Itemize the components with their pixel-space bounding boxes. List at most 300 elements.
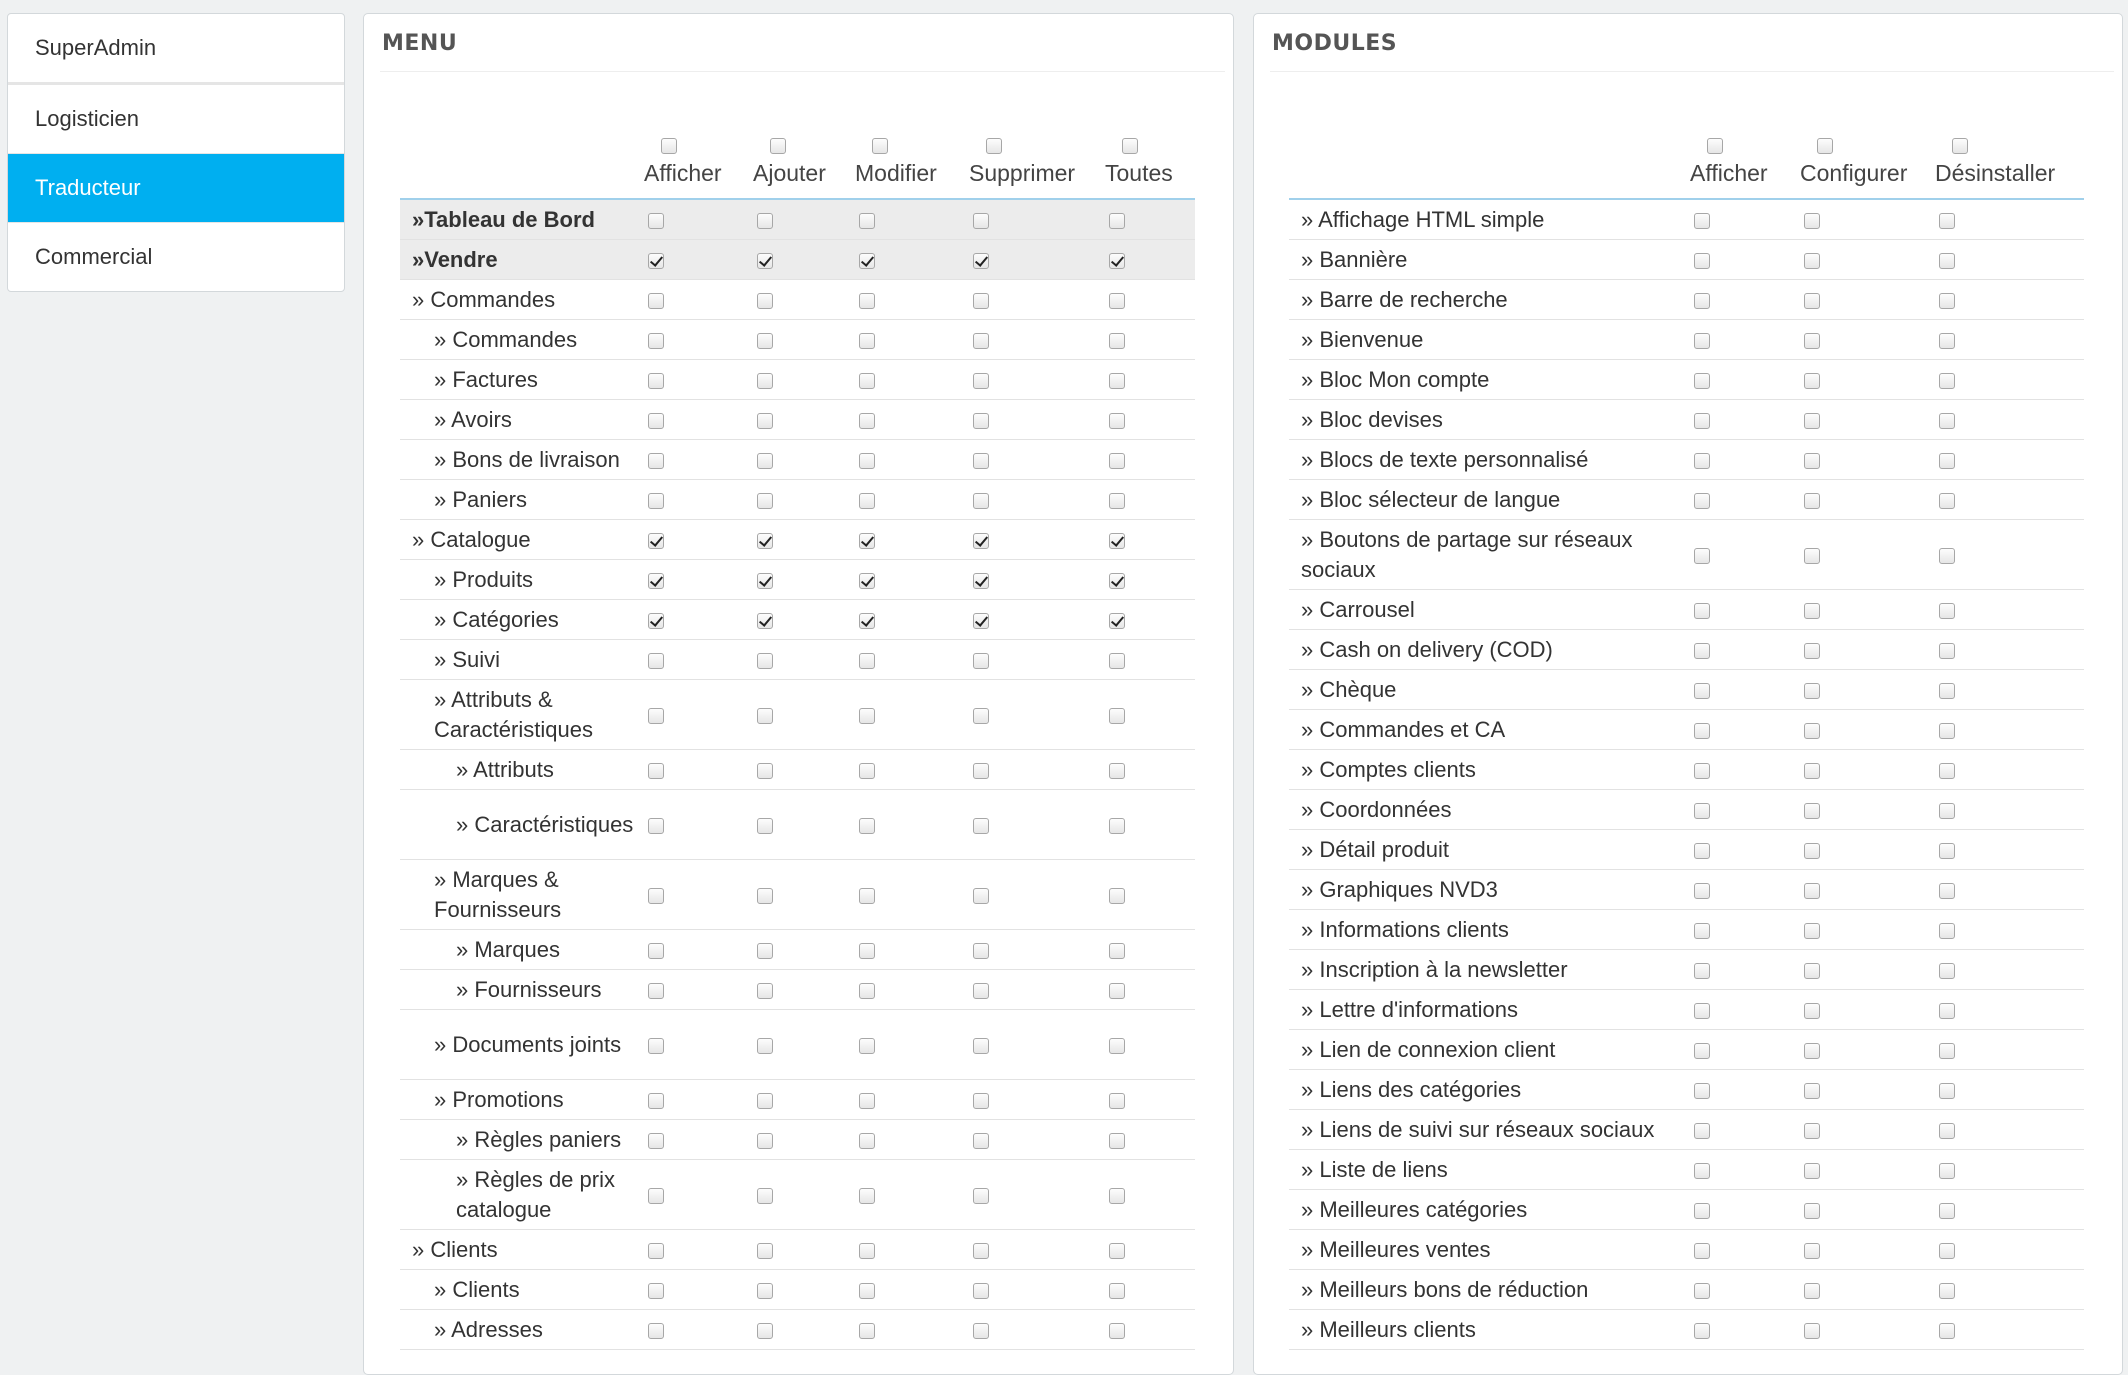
menu-afficher-checkbox[interactable] (648, 453, 664, 469)
modules-configurer-checkbox[interactable] (1804, 643, 1820, 659)
modules-cell (1935, 280, 2084, 320)
menu-toutes-checkbox[interactable] (1109, 573, 1125, 589)
menu-cell (644, 199, 753, 240)
menu-modifier-checkbox[interactable] (859, 333, 875, 349)
modules-afficher-checkbox[interactable] (1694, 333, 1710, 349)
modules-desinstaller-checkbox[interactable] (1939, 453, 1955, 469)
menu-ajouter-checkbox[interactable] (757, 253, 773, 269)
modules-cell (1935, 240, 2084, 280)
menu-cell (855, 930, 969, 970)
menu-ajouter-checkbox[interactable] (757, 453, 773, 469)
menu-panel-title: MENU (380, 14, 1225, 72)
modules-afficher-checkbox[interactable] (1694, 1043, 1710, 1059)
modules-row (1289, 670, 2084, 710)
modules-cell (1800, 480, 1935, 520)
modules-configurer-checkbox[interactable] (1804, 603, 1820, 619)
menu-modifier-checkbox[interactable] (859, 213, 875, 229)
menu-cell (969, 860, 1105, 930)
modules-desinstaller-checkbox[interactable] (1939, 923, 1955, 939)
menu-toutes-checkbox[interactable] (1109, 1093, 1125, 1109)
menu-row-label: » Clients (400, 1230, 644, 1270)
modules-desinstaller-checkbox[interactable] (1939, 413, 1955, 429)
modules-row-label: » Inscription à la newsletter (1289, 950, 1690, 990)
menu-ajouter-checkbox[interactable] (757, 1188, 773, 1204)
modules-select-all-configurer-checkbox[interactable] (1817, 138, 1833, 154)
modules-desinstaller-checkbox[interactable] (1939, 843, 1955, 859)
modules-row-label: » Comptes clients (1289, 750, 1690, 790)
menu-cell (753, 860, 855, 930)
menu-cell (855, 1010, 969, 1080)
sidebar-item-superadmin[interactable]: SuperAdmin (8, 14, 344, 85)
menu-toutes-checkbox[interactable] (1109, 493, 1125, 509)
menu-ajouter-checkbox[interactable] (757, 763, 773, 779)
menu-toutes-checkbox[interactable] (1109, 533, 1125, 549)
menu-ajouter-checkbox[interactable] (757, 888, 773, 904)
menu-select-all-afficher-checkbox[interactable] (661, 138, 677, 154)
menu-col-afficher (644, 112, 753, 199)
modules-afficher-checkbox[interactable] (1694, 1123, 1710, 1139)
menu-afficher-checkbox[interactable] (648, 1133, 664, 1149)
modules-row-label: » Blocs de texte personnalisé (1289, 440, 1690, 480)
menu-cell (969, 1230, 1105, 1270)
modules-row-label: » Coordonnées (1289, 790, 1690, 830)
menu-afficher-checkbox[interactable] (648, 1093, 664, 1109)
menu-toutes-checkbox[interactable] (1109, 763, 1125, 779)
menu-cell (1105, 400, 1195, 440)
modules-desinstaller-checkbox[interactable] (1939, 1163, 1955, 1179)
menu-col-label: Supprimer (969, 160, 1076, 186)
menu-supprimer-checkbox[interactable] (973, 763, 989, 779)
menu-afficher-checkbox[interactable] (648, 413, 664, 429)
menu-toutes-checkbox[interactable] (1109, 708, 1125, 724)
modules-desinstaller-checkbox[interactable] (1939, 333, 1955, 349)
menu-ajouter-checkbox[interactable] (757, 293, 773, 309)
menu-cell (1105, 240, 1195, 280)
menu-supprimer-checkbox[interactable] (973, 333, 989, 349)
menu-cell (1105, 1120, 1195, 1160)
menu-cell (753, 600, 855, 640)
menu-row (400, 440, 1195, 480)
modules-afficher-checkbox[interactable] (1694, 683, 1710, 699)
menu-cell (1105, 1160, 1195, 1230)
menu-supprimer-checkbox[interactable] (973, 453, 989, 469)
menu-row-label: » Suivi (400, 640, 644, 680)
menu-ajouter-checkbox[interactable] (757, 213, 773, 229)
menu-modifier-checkbox[interactable] (859, 573, 875, 589)
modules-configurer-checkbox[interactable] (1804, 1083, 1820, 1099)
menu-modifier-checkbox[interactable] (859, 763, 875, 779)
modules-configurer-checkbox[interactable] (1804, 883, 1820, 899)
modules-desinstaller-checkbox[interactable] (1939, 603, 1955, 619)
menu-modifier-checkbox[interactable] (859, 1188, 875, 1204)
modules-configurer-checkbox[interactable] (1804, 333, 1820, 349)
modules-row (1289, 710, 2084, 750)
menu-afficher-checkbox[interactable] (648, 1188, 664, 1204)
modules-configurer-checkbox[interactable] (1804, 963, 1820, 979)
menu-modifier-checkbox[interactable] (859, 1283, 875, 1299)
menu-afficher-checkbox[interactable] (648, 1283, 664, 1299)
modules-cell (1935, 1110, 2084, 1150)
menu-ajouter-checkbox[interactable] (757, 943, 773, 959)
menu-toutes-checkbox[interactable] (1109, 333, 1125, 349)
modules-cell (1690, 830, 1800, 870)
menu-toutes-checkbox[interactable] (1109, 293, 1125, 309)
menu-ajouter-checkbox[interactable] (757, 818, 773, 834)
modules-cell (1800, 950, 1935, 990)
menu-ajouter-checkbox[interactable] (757, 333, 773, 349)
menu-cell (644, 1230, 753, 1270)
modules-cell (1935, 630, 2084, 670)
menu-supprimer-checkbox[interactable] (973, 1283, 989, 1299)
menu-cell (753, 360, 855, 400)
modules-afficher-checkbox[interactable] (1694, 548, 1710, 564)
menu-supprimer-checkbox[interactable] (973, 573, 989, 589)
modules-desinstaller-checkbox[interactable] (1939, 1243, 1955, 1259)
modules-afficher-checkbox[interactable] (1694, 963, 1710, 979)
modules-configurer-checkbox[interactable] (1804, 1283, 1820, 1299)
menu-cell (753, 640, 855, 680)
modules-afficher-checkbox[interactable] (1694, 1243, 1710, 1259)
menu-ajouter-checkbox[interactable] (757, 1243, 773, 1259)
menu-supprimer-checkbox[interactable] (973, 1188, 989, 1204)
menu-modifier-checkbox[interactable] (859, 493, 875, 509)
modules-configurer-checkbox[interactable] (1804, 683, 1820, 699)
menu-supprimer-checkbox[interactable] (973, 253, 989, 269)
menu-toutes-checkbox[interactable] (1109, 613, 1125, 629)
modules-row (1289, 1190, 2084, 1230)
modules-configurer-checkbox[interactable] (1804, 1243, 1820, 1259)
modules-desinstaller-checkbox[interactable] (1939, 803, 1955, 819)
menu-row-label: » Catalogue (400, 520, 644, 560)
menu-afficher-checkbox[interactable] (648, 888, 664, 904)
menu-modifier-checkbox[interactable] (859, 413, 875, 429)
modules-desinstaller-checkbox[interactable] (1939, 1043, 1955, 1059)
menu-cell (753, 930, 855, 970)
menu-ajouter-checkbox[interactable] (757, 613, 773, 629)
menu-ajouter-checkbox[interactable] (757, 1133, 773, 1149)
modules-cell (1690, 1030, 1800, 1070)
modules-cell (1690, 1150, 1800, 1190)
modules-afficher-checkbox[interactable] (1694, 1163, 1710, 1179)
menu-toutes-checkbox[interactable] (1109, 213, 1125, 229)
modules-afficher-checkbox[interactable] (1694, 213, 1710, 229)
modules-configurer-checkbox[interactable] (1804, 548, 1820, 564)
menu-afficher-checkbox[interactable] (648, 533, 664, 549)
sidebar-item-commercial[interactable]: Commercial (35, 244, 153, 269)
modules-afficher-checkbox[interactable] (1694, 493, 1710, 509)
modules-afficher-checkbox[interactable] (1694, 763, 1710, 779)
menu-cell (855, 1270, 969, 1310)
menu-ajouter-checkbox[interactable] (757, 1283, 773, 1299)
menu-modifier-checkbox[interactable] (859, 983, 875, 999)
menu-afficher-checkbox[interactable] (648, 653, 664, 669)
modules-afficher-checkbox[interactable] (1694, 643, 1710, 659)
modules-row-label: » Liens de suivi sur réseaux sociaux (1289, 1110, 1690, 1150)
menu-supprimer-checkbox[interactable] (973, 613, 989, 629)
menu-modifier-checkbox[interactable] (859, 453, 875, 469)
menu-ajouter-checkbox[interactable] (757, 533, 773, 549)
modules-row (1289, 1270, 2084, 1310)
menu-select-all-supprimer-checkbox[interactable] (986, 138, 1002, 154)
modules-configurer-checkbox[interactable] (1804, 373, 1820, 389)
menu-afficher-checkbox[interactable] (648, 253, 664, 269)
menu-select-all-modifier-checkbox[interactable] (872, 138, 888, 154)
modules-afficher-checkbox[interactable] (1694, 373, 1710, 389)
modules-desinstaller-checkbox[interactable] (1939, 293, 1955, 309)
menu-supprimer-checkbox[interactable] (973, 708, 989, 724)
menu-cell (644, 1080, 753, 1120)
menu-afficher-checkbox[interactable] (648, 613, 664, 629)
modules-desinstaller-checkbox[interactable] (1939, 763, 1955, 779)
menu-afficher-checkbox[interactable] (648, 983, 664, 999)
modules-row (1289, 790, 2084, 830)
menu-cell (753, 240, 855, 280)
menu-modifier-checkbox[interactable] (859, 818, 875, 834)
menu-ajouter-checkbox[interactable] (757, 1323, 773, 1339)
menu-toutes-checkbox[interactable] (1109, 253, 1125, 269)
menu-cell (969, 680, 1105, 750)
menu-cell (969, 1160, 1105, 1230)
modules-afficher-checkbox[interactable] (1694, 883, 1710, 899)
modules-cell (1800, 320, 1935, 360)
modules-cell (1800, 1030, 1935, 1070)
sidebar-item-logisticien[interactable]: Logisticien (8, 85, 344, 154)
menu-afficher-checkbox[interactable] (648, 818, 664, 834)
modules-desinstaller-checkbox[interactable] (1939, 493, 1955, 509)
menu-toutes-checkbox[interactable] (1109, 888, 1125, 904)
menu-supprimer-checkbox[interactable] (973, 533, 989, 549)
menu-afficher-checkbox[interactable] (648, 333, 664, 349)
modules-afficher-checkbox[interactable] (1694, 1003, 1710, 1019)
menu-toutes-checkbox[interactable] (1109, 1283, 1125, 1299)
modules-desinstaller-checkbox[interactable] (1939, 883, 1955, 899)
modules-afficher-checkbox[interactable] (1694, 453, 1710, 469)
menu-toutes-checkbox[interactable] (1109, 818, 1125, 834)
menu-cell (644, 480, 753, 520)
menu-supprimer-checkbox[interactable] (973, 493, 989, 509)
modules-desinstaller-checkbox[interactable] (1939, 373, 1955, 389)
menu-afficher-checkbox[interactable] (648, 213, 664, 229)
menu-cell (855, 199, 969, 240)
modules-cell (1800, 1230, 1935, 1270)
menu-supprimer-checkbox[interactable] (973, 653, 989, 669)
menu-modifier-checkbox[interactable] (859, 888, 875, 904)
menu-cell (644, 790, 753, 860)
modules-cell (1800, 590, 1935, 630)
menu-cell (855, 750, 969, 790)
modules-select-all-afficher-checkbox[interactable] (1707, 138, 1723, 154)
modules-select-all-desinstaller-checkbox[interactable] (1952, 138, 1968, 154)
modules-cell (1690, 199, 1800, 240)
modules-desinstaller-checkbox[interactable] (1939, 1323, 1955, 1339)
modules-afficher-checkbox[interactable] (1694, 1283, 1710, 1299)
menu-ajouter-checkbox[interactable] (757, 653, 773, 669)
menu-modifier-checkbox[interactable] (859, 1093, 875, 1109)
menu-afficher-checkbox[interactable] (648, 708, 664, 724)
menu-supprimer-checkbox[interactable] (973, 818, 989, 834)
menu-cell (1105, 860, 1195, 930)
menu-cell (753, 440, 855, 480)
modules-configurer-checkbox[interactable] (1804, 1203, 1820, 1219)
menu-modifier-checkbox[interactable] (859, 653, 875, 669)
modules-desinstaller-checkbox[interactable] (1939, 963, 1955, 979)
modules-configurer-checkbox[interactable] (1804, 763, 1820, 779)
menu-afficher-checkbox[interactable] (648, 763, 664, 779)
menu-supprimer-checkbox[interactable] (973, 1093, 989, 1109)
modules-configurer-checkbox[interactable] (1804, 493, 1820, 509)
menu-modifier-checkbox[interactable] (859, 1323, 875, 1339)
menu-toutes-checkbox[interactable] (1109, 413, 1125, 429)
menu-ajouter-checkbox[interactable] (757, 1038, 773, 1054)
menu-toutes-checkbox[interactable] (1109, 983, 1125, 999)
menu-select-all-toutes-checkbox[interactable] (1122, 138, 1138, 154)
modules-cell (1690, 1070, 1800, 1110)
menu-supprimer-checkbox[interactable] (973, 1133, 989, 1149)
modules-configurer-checkbox[interactable] (1804, 1123, 1820, 1139)
menu-afficher-checkbox[interactable] (648, 373, 664, 389)
modules-configurer-checkbox[interactable] (1804, 1323, 1820, 1339)
menu-afficher-checkbox[interactable] (648, 1243, 664, 1259)
modules-afficher-checkbox[interactable] (1694, 723, 1710, 739)
modules-desinstaller-checkbox[interactable] (1939, 1003, 1955, 1019)
modules-configurer-checkbox[interactable] (1804, 213, 1820, 229)
menu-supprimer-checkbox[interactable] (973, 983, 989, 999)
menu-modifier-checkbox[interactable] (859, 253, 875, 269)
menu-modifier-checkbox[interactable] (859, 613, 875, 629)
menu-ajouter-checkbox[interactable] (757, 573, 773, 589)
modules-configurer-checkbox[interactable] (1804, 723, 1820, 739)
modules-afficher-checkbox[interactable] (1694, 293, 1710, 309)
menu-row (400, 680, 1195, 750)
modules-configurer-checkbox[interactable] (1804, 1003, 1820, 1019)
menu-afficher-checkbox[interactable] (648, 943, 664, 959)
modules-desinstaller-checkbox[interactable] (1939, 1083, 1955, 1099)
menu-modifier-checkbox[interactable] (859, 533, 875, 549)
modules-row-label: » Lien de connexion client (1289, 1030, 1690, 1070)
menu-supprimer-checkbox[interactable] (973, 213, 989, 229)
modules-desinstaller-checkbox[interactable] (1939, 1123, 1955, 1139)
menu-modifier-checkbox[interactable] (859, 293, 875, 309)
menu-cell (1105, 360, 1195, 400)
menu-modifier-checkbox[interactable] (859, 373, 875, 389)
menu-modifier-checkbox[interactable] (859, 1243, 875, 1259)
menu-ajouter-checkbox[interactable] (757, 708, 773, 724)
menu-toutes-checkbox[interactable] (1109, 453, 1125, 469)
menu-cell (855, 860, 969, 930)
modules-desinstaller-checkbox[interactable] (1939, 723, 1955, 739)
modules-afficher-checkbox[interactable] (1694, 253, 1710, 269)
menu-supprimer-checkbox[interactable] (973, 888, 989, 904)
menu-afficher-checkbox[interactable] (648, 1323, 664, 1339)
modules-configurer-checkbox[interactable] (1804, 293, 1820, 309)
menu-ajouter-checkbox[interactable] (757, 373, 773, 389)
menu-row-label: » Paniers (400, 480, 644, 520)
menu-afficher-checkbox[interactable] (648, 1038, 664, 1054)
modules-cell (1800, 1110, 1935, 1150)
sidebar-item-traducteur[interactable]: Traducteur (8, 154, 344, 223)
menu-toutes-checkbox[interactable] (1109, 1038, 1125, 1054)
menu-select-all-ajouter-checkbox[interactable] (770, 138, 786, 154)
menu-row (400, 400, 1195, 440)
menu-modifier-checkbox[interactable] (859, 943, 875, 959)
menu-permissions-panel (363, 13, 1234, 1375)
modules-configurer-checkbox[interactable] (1804, 413, 1820, 429)
menu-ajouter-checkbox[interactable] (757, 983, 773, 999)
menu-modifier-checkbox[interactable] (859, 708, 875, 724)
menu-ajouter-checkbox[interactable] (757, 413, 773, 429)
modules-afficher-checkbox[interactable] (1694, 843, 1710, 859)
menu-row (400, 970, 1195, 1010)
modules-desinstaller-checkbox[interactable] (1939, 548, 1955, 564)
menu-row-label: » Promotions (400, 1080, 644, 1120)
modules-configurer-checkbox[interactable] (1804, 923, 1820, 939)
menu-supprimer-checkbox[interactable] (973, 413, 989, 429)
modules-desinstaller-checkbox[interactable] (1939, 1283, 1955, 1299)
menu-ajouter-checkbox[interactable] (757, 493, 773, 509)
menu-cell (969, 520, 1105, 560)
modules-afficher-checkbox[interactable] (1694, 603, 1710, 619)
menu-supprimer-checkbox[interactable] (973, 1243, 989, 1259)
modules-afficher-checkbox[interactable] (1694, 413, 1710, 429)
modules-configurer-checkbox[interactable] (1804, 1163, 1820, 1179)
modules-cell (1935, 320, 2084, 360)
modules-desinstaller-checkbox[interactable] (1939, 213, 1955, 229)
menu-supprimer-checkbox[interactable] (973, 293, 989, 309)
modules-desinstaller-checkbox[interactable] (1939, 253, 1955, 269)
menu-cell (644, 1160, 753, 1230)
menu-modifier-checkbox[interactable] (859, 1038, 875, 1054)
modules-configurer-checkbox[interactable] (1804, 453, 1820, 469)
modules-row-label: » Bienvenue (1289, 320, 1690, 360)
menu-modifier-checkbox[interactable] (859, 1133, 875, 1149)
menu-toutes-checkbox[interactable] (1109, 943, 1125, 959)
modules-configurer-checkbox[interactable] (1804, 803, 1820, 819)
modules-configurer-checkbox[interactable] (1804, 1043, 1820, 1059)
menu-supprimer-checkbox[interactable] (973, 1323, 989, 1339)
modules-desinstaller-checkbox[interactable] (1939, 1203, 1955, 1219)
menu-afficher-checkbox[interactable] (648, 573, 664, 589)
menu-toutes-checkbox[interactable] (1109, 1243, 1125, 1259)
modules-afficher-checkbox[interactable] (1694, 803, 1710, 819)
modules-afficher-checkbox[interactable] (1694, 923, 1710, 939)
menu-toutes-checkbox[interactable] (1109, 1323, 1125, 1339)
modules-row (1289, 1110, 2084, 1150)
modules-afficher-checkbox[interactable] (1694, 1083, 1710, 1099)
menu-cell (1105, 640, 1195, 680)
menu-supprimer-checkbox[interactable] (973, 373, 989, 389)
modules-configurer-checkbox[interactable] (1804, 843, 1820, 859)
menu-toutes-checkbox[interactable] (1109, 653, 1125, 669)
modules-afficher-checkbox[interactable] (1694, 1203, 1710, 1219)
modules-afficher-checkbox[interactable] (1694, 1323, 1710, 1339)
menu-supprimer-checkbox[interactable] (973, 1038, 989, 1054)
menu-toutes-checkbox[interactable] (1109, 373, 1125, 389)
menu-afficher-checkbox[interactable] (648, 493, 664, 509)
menu-cell (644, 280, 753, 320)
menu-afficher-checkbox[interactable] (648, 293, 664, 309)
modules-desinstaller-checkbox[interactable] (1939, 643, 1955, 659)
menu-cell (1105, 750, 1195, 790)
menu-row-label: » Factures (400, 360, 644, 400)
menu-toutes-checkbox[interactable] (1109, 1133, 1125, 1149)
modules-row (1289, 400, 2084, 440)
menu-toutes-checkbox[interactable] (1109, 1188, 1125, 1204)
menu-row (400, 1010, 1195, 1080)
menu-supprimer-checkbox[interactable] (973, 943, 989, 959)
modules-desinstaller-checkbox[interactable] (1939, 683, 1955, 699)
modules-configurer-checkbox[interactable] (1804, 253, 1820, 269)
menu-ajouter-checkbox[interactable] (757, 1093, 773, 1109)
